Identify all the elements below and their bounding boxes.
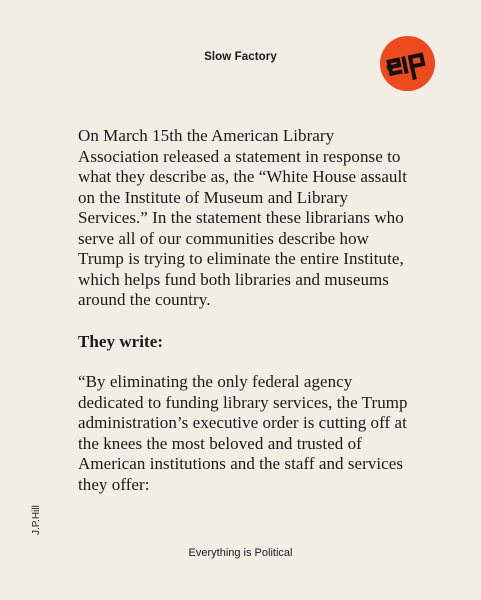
article-body	[78, 126, 418, 495]
article-paragraph: On March 15th the American Library Association released a statement in response to what they describe as, the “White House assault on the Institute of Museum and Library Services.” In the statement these librarians who serve all of our communities describe how Trump is trying to eliminate the entire Institute, which helps fund both libraries and museums around the country.	[78, 126, 408, 309]
article-quote-paragraph: “By eliminating the only federal agency dedicated to funding library services, the Trump administration’s executive order is cutting off at the knees the most beloved and trusted of American institutions and the staff and services they offer:	[78, 372, 408, 494]
header-title: Slow Factory	[204, 51, 277, 63]
eip-logo-icon	[379, 35, 436, 92]
author-credit: J.P.Hill	[31, 505, 42, 535]
article-subheading: They write:	[78, 331, 164, 351]
footer-tagline: Everything is Political	[188, 547, 293, 559]
